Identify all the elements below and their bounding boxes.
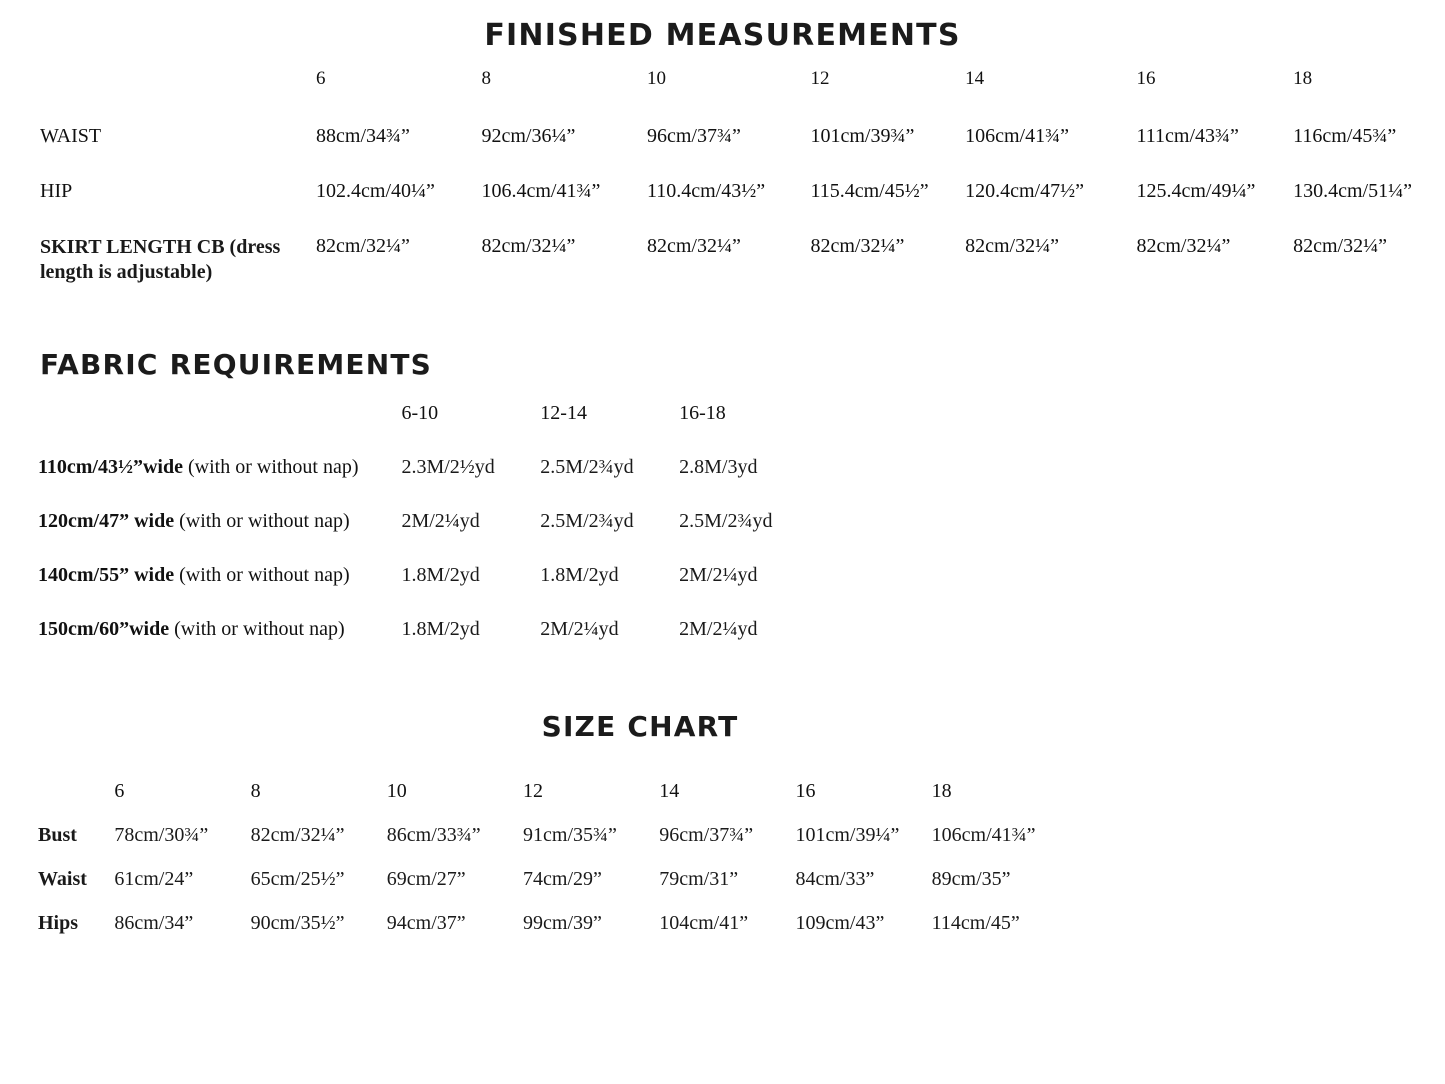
column-header-size-16: 16 <box>795 780 816 802</box>
column-header-sizes-16-18: 16-18 <box>679 402 726 424</box>
cell-waist-18: 89cm/35” <box>931 868 1011 890</box>
cell-skirt-length-14: 82cm/32¼” <box>965 235 1059 257</box>
cell-waist-16: 84cm/33” <box>795 868 875 890</box>
table-row <box>38 868 1068 912</box>
cell-140cm-12-14: 1.8M/2yd <box>540 564 619 586</box>
column-header-size-16: 16 <box>1136 68 1156 89</box>
table-row <box>38 618 818 672</box>
cell-110cm-16-18: 2.8M/3yd <box>679 456 758 478</box>
cell-bust-16: 101cm/39¼” <box>795 824 900 846</box>
finished-measurements-title: FINISHED MEASUREMENTS <box>484 18 961 53</box>
cell-skirt-length-6: 82cm/32¼” <box>316 235 410 257</box>
corner-cell <box>38 402 401 456</box>
cell-bust-18: 106cm/41¾” <box>931 824 1036 846</box>
row-header-fabric-120cm <box>38 510 401 564</box>
table-row <box>38 564 818 618</box>
table-header-row <box>40 68 1412 125</box>
cell-hip-18: 130.4cm/51¼” <box>1293 180 1412 202</box>
row-header-hip: HIP <box>40 180 73 202</box>
cell-skirt-length-12: 82cm/32¼” <box>810 235 905 257</box>
cell-bust-8: 82cm/32¼” <box>250 824 345 846</box>
fabric-width-110cm-label: 110cm/43½”wide <box>38 456 183 478</box>
column-header-size-6: 6 <box>114 780 125 802</box>
cell-waist-14: 106cm/41¾” <box>965 125 1069 147</box>
cell-hips-8: 90cm/35½” <box>250 912 345 934</box>
cell-skirt-length-16: 82cm/32¼” <box>1136 235 1231 257</box>
cell-waist-16: 111cm/43¾” <box>1136 125 1239 147</box>
cell-110cm-12-14: 2.5M/2¾yd <box>540 456 634 478</box>
cell-120cm-12-14: 2.5M/2¾yd <box>540 510 634 532</box>
cell-skirt-length-10: 82cm/32¼” <box>646 235 741 257</box>
column-header-size-8: 8 <box>481 68 491 89</box>
row-header-fabric-150cm <box>38 618 401 672</box>
cell-140cm-6-10: 1.8M/2yd <box>401 564 480 586</box>
finished-measurements-table <box>40 68 1412 290</box>
cell-waist-6: 61cm/24” <box>114 868 194 890</box>
column-header-size-12: 12 <box>810 68 830 89</box>
cell-hips-10: 94cm/37” <box>386 912 466 934</box>
cell-140cm-16-18: 2M/2¼yd <box>679 564 758 586</box>
column-header-size-14: 14 <box>659 780 680 802</box>
size-chart-title: SIZE CHART <box>541 710 739 743</box>
cell-hip-6: 102.4cm/40¼” <box>316 180 435 202</box>
cell-hip-14: 120.4cm/47½” <box>965 180 1084 202</box>
row-header-fabric-140cm <box>38 564 401 618</box>
cell-waist-12: 74cm/29” <box>523 868 602 890</box>
corner-cell <box>40 68 316 125</box>
cell-hip-16: 125.4cm/49¼” <box>1136 180 1256 202</box>
row-header-hips: Hips <box>38 912 79 934</box>
size-chart-table <box>38 780 1068 956</box>
cell-150cm-12-14: 2M/2¼yd <box>540 618 619 640</box>
cell-bust-6: 78cm/30¾” <box>114 824 209 846</box>
column-header-size-14: 14 <box>965 68 985 89</box>
column-header-sizes-12-14: 12-14 <box>540 402 587 424</box>
fabric-width-120cm-label: 120cm/47” wide <box>38 510 175 532</box>
cell-waist-10: 69cm/27” <box>386 868 466 890</box>
column-header-size-18: 18 <box>931 780 952 802</box>
fabric-nap-note-120cm: (with or without nap) <box>174 510 350 532</box>
column-header-sizes-6-10: 6-10 <box>401 402 439 424</box>
cell-waist-14: 79cm/31” <box>659 868 739 890</box>
cell-waist-8: 65cm/25½” <box>250 868 345 890</box>
table-header-row <box>38 402 818 456</box>
column-header-size-10: 10 <box>646 68 666 89</box>
cell-bust-10: 86cm/33¾” <box>386 824 481 846</box>
row-header-fabric-110cm <box>38 456 401 510</box>
cell-bust-12: 91cm/35¾” <box>523 824 617 846</box>
column-header-size-10: 10 <box>386 780 407 802</box>
fabric-requirements-table <box>38 402 818 672</box>
fabric-nap-note-110cm: (with or without nap) <box>183 456 359 478</box>
cell-skirt-length-18: 82cm/32¼” <box>1293 235 1387 257</box>
table-row <box>40 125 1412 180</box>
table-header-row <box>38 780 1068 824</box>
row-header-waist: WAIST <box>40 125 102 147</box>
column-header-size-18: 18 <box>1293 68 1313 89</box>
cell-hips-16: 109cm/43” <box>795 912 885 934</box>
fabric-width-140cm-label: 140cm/55” wide <box>38 564 175 586</box>
cell-120cm-16-18: 2.5M/2¾yd <box>679 510 773 532</box>
cell-150cm-6-10: 1.8M/2yd <box>401 618 480 640</box>
table-row <box>40 235 1412 290</box>
cell-waist-6: 88cm/34¾” <box>316 125 410 147</box>
cell-waist-18: 116cm/45¾” <box>1293 125 1397 147</box>
column-header-size-12: 12 <box>523 780 544 802</box>
table-row <box>38 456 818 510</box>
cell-skirt-length-8: 82cm/32¼” <box>481 235 576 257</box>
fabric-width-150cm-label: 150cm/60”wide <box>38 618 170 640</box>
fabric-nap-note-140cm: (with or without nap) <box>174 564 350 586</box>
cell-bust-14: 96cm/37¾” <box>659 824 754 846</box>
cell-110cm-6-10: 2.3M/2½yd <box>401 456 495 478</box>
table-row <box>38 912 1068 956</box>
column-header-size-8: 8 <box>250 780 261 802</box>
table-row <box>38 510 818 564</box>
cell-waist-10: 96cm/37¾” <box>646 125 741 147</box>
column-header-size-6: 6 <box>316 68 326 89</box>
row-header-waist: Waist <box>38 868 87 890</box>
cell-hip-12: 115.4cm/45½” <box>810 180 929 202</box>
cell-hips-18: 114cm/45” <box>931 912 1020 934</box>
cell-hips-6: 86cm/34” <box>114 912 194 934</box>
cell-hip-10: 110.4cm/43½” <box>646 180 766 202</box>
cell-150cm-16-18: 2M/2¼yd <box>679 618 758 640</box>
row-header-skirt-length-cb <box>40 235 316 290</box>
row-header-bust: Bust <box>38 824 77 846</box>
table-row <box>40 180 1412 235</box>
table-row <box>38 824 1068 868</box>
cell-120cm-6-10: 2M/2¼yd <box>401 510 480 532</box>
cell-hips-14: 104cm/41” <box>659 912 749 934</box>
cell-waist-8: 92cm/36¼” <box>481 125 576 147</box>
cell-hip-8: 106.4cm/41¾” <box>481 180 601 202</box>
corner-cell <box>38 780 114 824</box>
cell-hips-12: 99cm/39” <box>523 912 602 934</box>
fabric-requirements-title: FABRIC REQUIREMENTS <box>40 348 433 381</box>
row-header-skirt-length-cb-label: SKIRT LENGTH CB (dress length is adjustable) <box>40 236 281 283</box>
fabric-nap-note-150cm: (with or without nap) <box>169 618 345 640</box>
cell-waist-12: 101cm/39¾” <box>810 125 915 147</box>
